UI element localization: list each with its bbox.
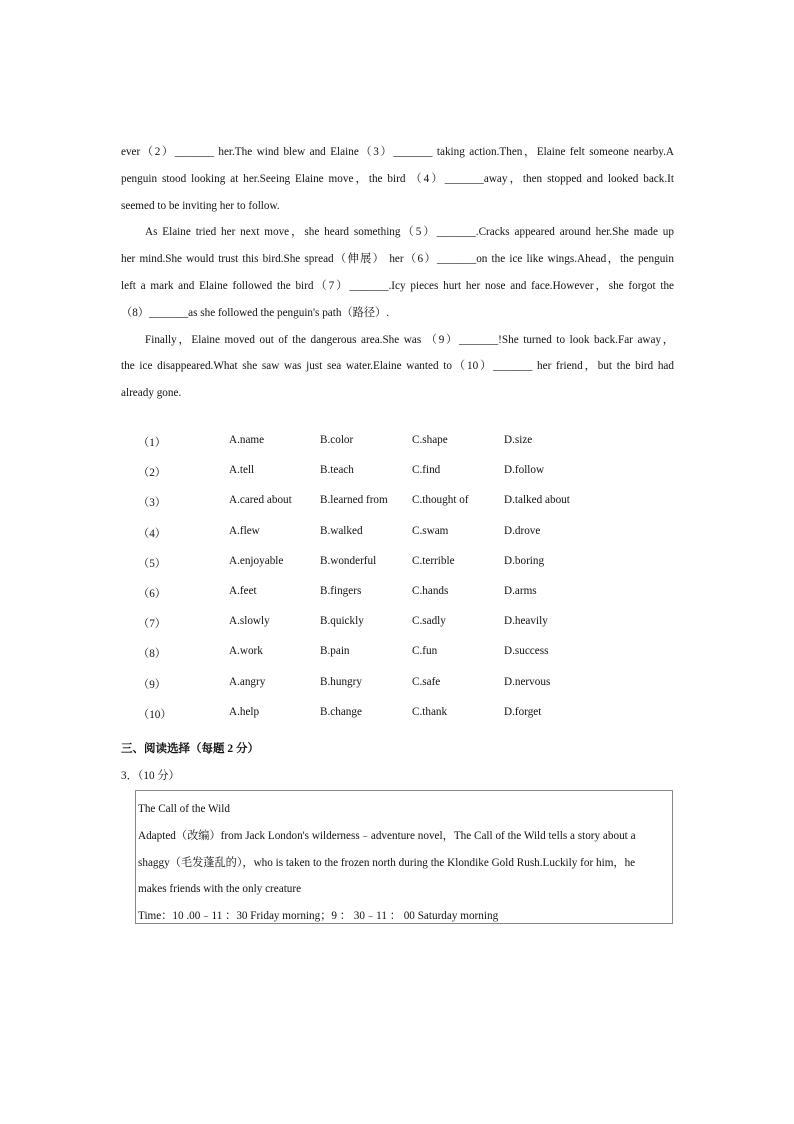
option-d: D.heavily <box>504 615 548 628</box>
option-row <box>0 555 794 585</box>
question-number: 3．（10 分） <box>121 770 180 782</box>
option-a: A.name <box>229 434 265 446</box>
option-b: B.fingers <box>320 584 362 597</box>
option-c: C.terrible <box>412 554 455 567</box>
option-d: D.talked about <box>504 494 570 507</box>
option-number: （4） <box>138 527 166 540</box>
option-c: C.shape <box>412 434 448 446</box>
passage-line: her mind.She would trust this bird.She spread（伸展） her（6）_______on the ice like wings.Ahead，the penguin <box>121 253 674 266</box>
option-d: D.follow <box>504 464 545 477</box>
option-row <box>0 494 794 524</box>
passage-line: Finally，Elaine moved out of the dangerous area.She was （9）_______!She turned to look back.Far away， <box>145 333 674 346</box>
option-c: C.fun <box>412 645 438 658</box>
passage-line: penguin stood looking at her.Seeing Elaine move，the bird （4）_______away，then stopped and looked back.It <box>121 172 674 185</box>
option-row <box>0 615 794 645</box>
reading-title: The Call of the Wild <box>138 803 230 815</box>
option-a: A.angry <box>229 675 266 688</box>
option-a: A.cared about <box>229 494 292 507</box>
option-b: B.hungry <box>320 675 362 688</box>
option-c: C.find <box>412 464 441 477</box>
option-number: （10） <box>138 708 172 721</box>
option-c: C.thank <box>412 705 448 718</box>
option-a: A.slowly <box>229 615 270 628</box>
option-number: （8） <box>138 648 166 661</box>
section-title: 三、阅读选择（每题 2 分） <box>121 743 259 755</box>
option-a: A.help <box>229 705 260 718</box>
option-b: B.pain <box>320 645 350 658</box>
option-c: C.sadly <box>412 615 446 628</box>
option-row <box>0 585 794 615</box>
option-a: A.feet <box>229 584 257 597</box>
option-c: C.thought of <box>412 494 469 507</box>
reading-box <box>135 790 673 924</box>
option-row <box>0 525 794 555</box>
option-b: B.wonderful <box>320 554 377 567</box>
cloze-passage <box>121 139 674 407</box>
option-b: B.change <box>320 705 362 718</box>
option-a: A.flew <box>229 524 260 537</box>
option-number: （3） <box>138 497 166 510</box>
passage-line: the ice disappeared.What she saw was just sea water.Elaine wanted to（10）_______ her friend，but the bird had <box>121 360 674 373</box>
reading-line: shaggy（毛发蓬乱的），who is taken to the frozen north during the Klondike Gold Rush.Luckily for him，he <box>138 856 636 869</box>
passage-line: left a mark and Elaine followed the bird（7）_______.Icy pieces hurt her nose and face.However，she forgot the <box>121 279 674 292</box>
option-number: （9） <box>138 678 166 691</box>
option-number: （6） <box>138 587 166 600</box>
option-row <box>0 676 794 706</box>
option-a: A.work <box>229 645 263 658</box>
option-b: B.learned from <box>320 494 388 507</box>
passage-line: As Elaine tried her next move，she heard something（5）_______.Cracks appeared around her.She made up <box>145 226 674 239</box>
passage-line: seemed to be inviting her to follow. <box>121 199 280 212</box>
option-number: （5） <box>138 557 166 570</box>
option-row <box>0 645 794 675</box>
passage-line: （8）_______as she followed the penguin's path（路径）. <box>121 306 389 319</box>
reading-line: makes friends with the only creature <box>138 883 302 896</box>
passage-line: already gone. <box>121 387 182 400</box>
option-d: D.size <box>504 434 533 446</box>
option-d: D.success <box>504 645 549 658</box>
option-number: （7） <box>138 618 166 631</box>
option-d: D.nervous <box>504 675 551 688</box>
option-number: （1） <box>138 437 166 449</box>
option-d: D.boring <box>504 554 545 567</box>
options-table <box>0 434 794 736</box>
option-a: A.tell <box>229 464 255 477</box>
option-c: C.safe <box>412 675 441 688</box>
option-number: （2） <box>138 467 166 480</box>
option-b: B.walked <box>320 524 363 537</box>
option-d: D.drove <box>504 524 541 537</box>
option-row <box>0 464 794 494</box>
option-row <box>0 434 794 464</box>
option-row <box>0 706 794 736</box>
option-c: C.swam <box>412 524 449 537</box>
option-d: D.arms <box>504 584 537 597</box>
option-c: C.hands <box>412 584 449 597</box>
option-b: B.quickly <box>320 615 364 628</box>
option-a: A.enjoyable <box>229 554 284 567</box>
option-d: D.forget <box>504 705 542 718</box>
reading-time: Time：10 .00﹣11 ：30 Friday morning；9 ： 30﹣11 ： 00 Saturday morning <box>138 910 499 923</box>
option-b: B.color <box>320 434 354 446</box>
passage-line: ever（2）_______ her.The wind blew and Elaine（3）_______ taking action.Then，Elaine felt someone nearby.A <box>121 146 674 158</box>
reading-line: Adapted（改编）from Jack London's wilderness﹣adventure novel，The Call of the Wild tells a story about a <box>138 829 636 842</box>
option-b: B.teach <box>320 464 354 477</box>
